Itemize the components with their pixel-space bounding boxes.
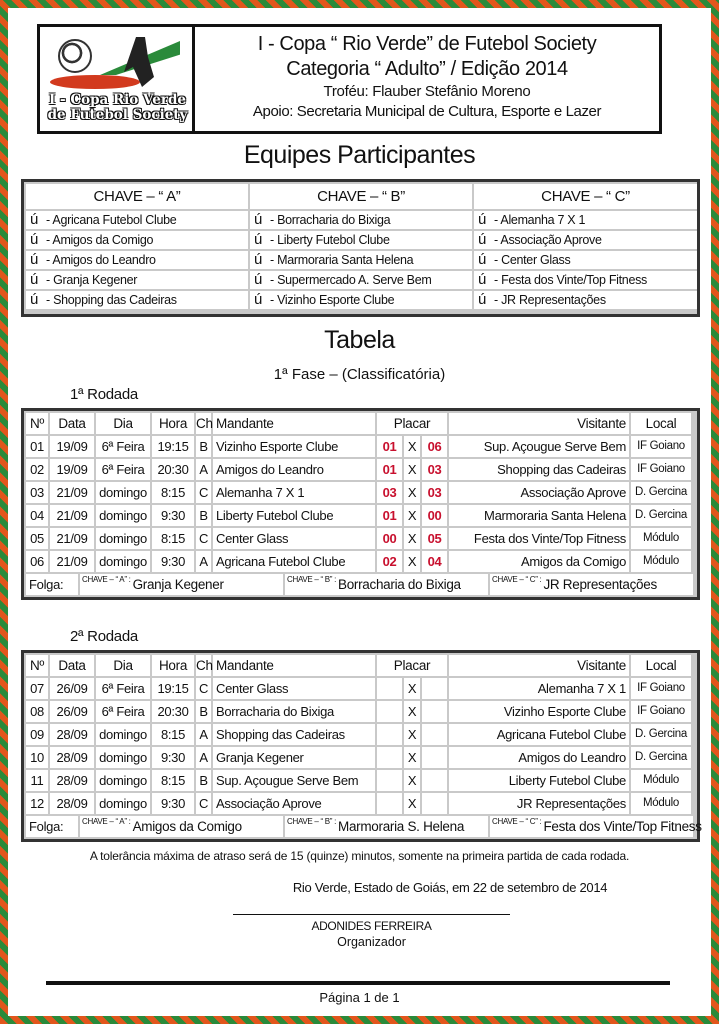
match-x: X <box>404 505 420 526</box>
team-name: Shopping das Cadeiras <box>53 293 177 307</box>
match-data: 28/09 <box>50 724 94 745</box>
team-item <box>250 211 472 229</box>
match-dia: domingo <box>96 793 150 814</box>
team-item <box>26 271 248 289</box>
bullet-icon: ú <box>30 211 39 228</box>
match-data: 19/09 <box>50 459 94 480</box>
match-no: 05 <box>26 528 48 549</box>
team-name: Borracharia do Bixiga <box>277 213 391 227</box>
match-data: 28/09 <box>50 770 94 791</box>
folga-cell <box>490 574 693 595</box>
match-row <box>26 678 695 699</box>
match-x: X <box>404 482 420 503</box>
match-dia: 6ª Feira <box>96 678 150 699</box>
match-data: 19/09 <box>50 436 94 457</box>
phase-subtitle: 1ª Fase – (Classificatória) <box>273 366 446 383</box>
match-ch: B <box>196 701 211 722</box>
folga-row <box>26 574 695 595</box>
signer-name: ADONIDES FERREIRA <box>311 919 432 933</box>
team-name: Amigos da Comigo <box>52 233 154 247</box>
match-hora: 9:30 <box>152 793 194 814</box>
round-1-table <box>21 408 700 600</box>
match-hora: 9:30 <box>152 551 194 572</box>
match-mandante: Associação Aprove <box>213 793 375 814</box>
group-header: CHAVE – “ C” <box>474 184 697 209</box>
match-no: 03 <box>26 482 48 503</box>
match-hora: 19:15 <box>152 436 194 457</box>
column-header-ch: Ch <box>196 413 211 434</box>
team-item <box>26 251 248 269</box>
group-column <box>474 184 697 309</box>
match-p2: 06 <box>422 436 447 457</box>
match-data: 21/09 <box>50 482 94 503</box>
team-dash: - <box>46 253 53 267</box>
match-p1: 01 <box>377 436 402 457</box>
match-mandante: Agricana Futebol Clube <box>213 551 375 572</box>
match-no: 04 <box>26 505 48 526</box>
team-item <box>26 291 248 309</box>
match-p1: 00 <box>377 528 402 549</box>
team-dash: - <box>46 293 54 307</box>
match-row <box>26 747 695 768</box>
match-mandante: Liberty Futebol Clube <box>213 505 375 526</box>
bullet-icon: ú <box>254 211 263 228</box>
team-item <box>474 271 697 289</box>
match-p1: 02 <box>377 551 402 572</box>
match-p2 <box>422 793 447 814</box>
document-header <box>37 24 662 134</box>
column-header-data: Data <box>50 655 94 676</box>
column-header-ch: Ch <box>196 655 211 676</box>
match-ch: B <box>196 505 211 526</box>
match-local: IF Goiano <box>631 678 691 699</box>
match-ch: B <box>196 770 211 791</box>
team-dash: - <box>270 293 278 307</box>
folga-cell <box>285 574 488 595</box>
match-dia: domingo <box>96 551 150 572</box>
column-header-visitante: Visitante <box>449 655 629 676</box>
match-data: 26/09 <box>50 701 94 722</box>
bullet-icon: ú <box>254 291 263 308</box>
match-row <box>26 724 695 745</box>
match-p2 <box>422 724 447 745</box>
team-item <box>474 231 697 249</box>
match-visitante: Liberty Futebol Clube <box>449 770 629 791</box>
match-dia: domingo <box>96 724 150 745</box>
match-p1 <box>377 793 402 814</box>
match-x: X <box>404 528 420 549</box>
match-p1: 01 <box>377 459 402 480</box>
match-visitante: Associação Aprove <box>449 482 629 503</box>
match-no: 11 <box>26 770 48 791</box>
match-x: X <box>404 678 420 699</box>
match-dia: domingo <box>96 747 150 768</box>
folga-team: Amigos da Comigo <box>132 819 242 834</box>
team-item <box>26 231 248 249</box>
match-data: 28/09 <box>50 793 94 814</box>
match-p2: 04 <box>422 551 447 572</box>
column-header-visitante: Visitante <box>449 413 629 434</box>
match-no: 07 <box>26 678 48 699</box>
match-visitante: Shopping das Cadeiras <box>449 459 629 480</box>
match-local: IF Goiano <box>631 436 691 457</box>
team-item <box>26 211 248 229</box>
team-item <box>250 291 472 309</box>
team-dash: - <box>270 213 278 227</box>
match-local: Módulo <box>631 528 691 549</box>
tournament-logo <box>40 27 195 131</box>
match-row <box>26 528 695 549</box>
folga-cell <box>490 816 702 837</box>
folga-cell <box>80 816 283 837</box>
match-p1: 01 <box>377 505 402 526</box>
bullet-icon: ú <box>478 231 487 248</box>
match-no: 09 <box>26 724 48 745</box>
teams-grid <box>26 184 695 309</box>
team-name: Marmoraria Santa Helena <box>277 253 414 267</box>
match-p1 <box>377 747 402 768</box>
column-header-placar: Placar <box>377 413 447 434</box>
match-ch: A <box>196 747 211 768</box>
match-local: Módulo <box>631 551 691 572</box>
logo-text <box>46 93 189 123</box>
match-p2: 00 <box>422 505 447 526</box>
team-dash: - <box>494 253 502 267</box>
column-header-hora: Hora <box>152 655 194 676</box>
match-data: 21/09 <box>50 551 94 572</box>
logo-text-line1: I - Copa Rio Verde <box>49 92 186 108</box>
column-header-data: Data <box>50 413 94 434</box>
match-p2 <box>422 701 447 722</box>
page-number: Página 1 de 1 <box>319 990 400 1005</box>
match-hora: 8:15 <box>152 482 194 503</box>
match-p1 <box>377 678 402 699</box>
group-column <box>26 184 248 309</box>
folga-group-key: CHAVE – “ B” : <box>287 817 336 826</box>
match-row <box>26 436 695 457</box>
teams-table <box>21 179 700 317</box>
match-ch: A <box>196 459 211 480</box>
match-no: 01 <box>26 436 48 457</box>
match-visitante: Sup. Açougue Serve Bem <box>449 436 629 457</box>
match-p2 <box>422 770 447 791</box>
group-header: CHAVE – “ A” <box>26 184 248 209</box>
match-ch: C <box>196 678 211 699</box>
match-local: D. Gercina <box>631 482 691 503</box>
match-local: D. Gercina <box>631 724 691 745</box>
match-p1 <box>377 701 402 722</box>
category-edition: Categoria “ Adulto” / Edição 2014 <box>286 58 568 80</box>
match-hora: 20:30 <box>152 459 194 480</box>
trophy-name: Troféu: Flauber Stefânio Moreno <box>323 83 531 100</box>
match-mandante: Sup. Açougue Serve Bem <box>213 770 375 791</box>
team-dash: - <box>494 213 501 227</box>
table-header-row <box>26 655 695 676</box>
team-name: Vizinho Esporte Clube <box>277 293 395 307</box>
bullet-icon: ú <box>30 271 39 288</box>
match-p2 <box>422 678 447 699</box>
column-header-local: Local <box>631 413 691 434</box>
team-name: Agricana Futebol Clube <box>52 213 177 227</box>
folga-team: Granja Kegener <box>132 577 224 592</box>
match-data: 28/09 <box>50 747 94 768</box>
header-text-block <box>195 27 659 131</box>
match-mandante: Center Glass <box>213 528 375 549</box>
match-p2: 03 <box>422 459 447 480</box>
tolerance-note: A tolerância máxima de atraso será de 15 (quinze) minutos, somente na primeira partida de cada rodada. <box>89 849 630 863</box>
match-row <box>26 505 695 526</box>
team-dash: - <box>270 253 278 267</box>
teams-section-title: Equipes Participantes <box>243 141 476 169</box>
team-name: Amigos do Leandro <box>52 253 156 267</box>
match-p1 <box>377 724 402 745</box>
match-x: X <box>404 459 420 480</box>
footer-rule <box>46 981 670 985</box>
match-dia: domingo <box>96 505 150 526</box>
column-header-hora: Hora <box>152 413 194 434</box>
bullet-icon: ú <box>478 251 487 268</box>
match-hora: 9:30 <box>152 505 194 526</box>
match-mandante: Shopping das Cadeiras <box>213 724 375 745</box>
match-mandante: Vizinho Esporte Clube <box>213 436 375 457</box>
match-local: D. Gercina <box>631 505 691 526</box>
folga-row <box>26 816 702 837</box>
match-hora: 8:15 <box>152 770 194 791</box>
bullet-icon: ú <box>478 271 487 288</box>
team-name: Supermercado A. Serve Bem <box>277 273 432 287</box>
match-hora: 9:30 <box>152 747 194 768</box>
column-header-no: Nº <box>26 655 48 676</box>
round-2-table <box>21 650 700 842</box>
column-header-no: Nº <box>26 413 48 434</box>
match-visitante: JR Representações <box>449 793 629 814</box>
logo-red-swoosh <box>50 75 140 89</box>
match-row <box>26 459 695 480</box>
match-local: IF Goiano <box>631 459 691 480</box>
folga-group-key: CHAVE – “ C” : <box>492 817 542 826</box>
tournament-title: I - Copa “ Rio Verde” de Futebol Society <box>257 33 597 55</box>
team-dash: - <box>494 233 501 247</box>
team-item <box>250 231 472 249</box>
match-p2 <box>422 747 447 768</box>
match-x: X <box>404 770 420 791</box>
match-hora: 8:15 <box>152 724 194 745</box>
match-dia: domingo <box>96 528 150 549</box>
match-x: X <box>404 436 420 457</box>
team-name: Granja Kegener <box>53 273 138 287</box>
place-and-date: Rio Verde, Estado de Goiás, em 22 de setembro de 2014 <box>292 880 608 895</box>
match-x: X <box>404 701 420 722</box>
match-data: 26/09 <box>50 678 94 699</box>
match-dia: domingo <box>96 482 150 503</box>
match-local: D. Gercina <box>631 747 691 768</box>
folga-group-key: CHAVE – “ A” : <box>82 817 131 826</box>
match-ch: C <box>196 793 211 814</box>
team-dash: - <box>494 293 502 307</box>
team-item <box>474 211 697 229</box>
round-1-title: 1ª Rodada <box>70 386 138 403</box>
column-header-placar: Placar <box>377 655 447 676</box>
team-dash: - <box>270 273 278 287</box>
match-data: 21/09 <box>50 505 94 526</box>
folga-team: JR Representações <box>543 577 657 592</box>
bullet-icon: ú <box>254 251 263 268</box>
match-local: Módulo <box>631 793 691 814</box>
team-dash: - <box>46 233 53 247</box>
folga-team: Borracharia do Bixiga <box>338 577 461 592</box>
team-name: Associação Aprove <box>500 233 602 247</box>
team-name: Liberty Futebol Clube <box>277 233 390 247</box>
match-p1 <box>377 770 402 791</box>
group-header: CHAVE – “ B” <box>250 184 472 209</box>
folga-cell <box>285 816 488 837</box>
match-hora: 19:15 <box>152 678 194 699</box>
match-dia: 6ª Feira <box>96 459 150 480</box>
group-column <box>250 184 472 309</box>
bullet-icon: ú <box>30 231 39 248</box>
match-x: X <box>404 793 420 814</box>
signer-role: Organizador <box>337 935 406 949</box>
column-header-dia: Dia <box>96 413 150 434</box>
folga-label: Folga: <box>26 816 78 837</box>
match-ch: C <box>196 528 211 549</box>
match-dia: domingo <box>96 770 150 791</box>
bullet-icon: ú <box>30 291 39 308</box>
match-no: 06 <box>26 551 48 572</box>
match-x: X <box>404 747 420 768</box>
match-ch: B <box>196 436 211 457</box>
match-visitante: Vizinho Esporte Clube <box>449 701 629 722</box>
match-local: IF Goiano <box>631 701 691 722</box>
team-dash: - <box>494 273 502 287</box>
folga-cell <box>80 574 283 595</box>
match-mandante: Granja Kegener <box>213 747 375 768</box>
match-ch: A <box>196 551 211 572</box>
match-dia: 6ª Feira <box>96 701 150 722</box>
match-visitante: Festa dos Vinte/Top Fitness <box>449 528 629 549</box>
match-no: 08 <box>26 701 48 722</box>
match-no: 12 <box>26 793 48 814</box>
team-item <box>474 291 697 309</box>
schedule-section-title: Tabela <box>324 326 395 354</box>
team-name: Alemanha 7 X 1 <box>500 213 586 227</box>
match-x: X <box>404 724 420 745</box>
match-data: 21/09 <box>50 528 94 549</box>
match-local: Módulo <box>631 770 691 791</box>
match-row <box>26 482 695 503</box>
match-no: 02 <box>26 459 48 480</box>
round-2-title: 2ª Rodada <box>70 628 138 645</box>
bullet-icon: ú <box>478 291 487 308</box>
match-visitante: Agricana Futebol Clube <box>449 724 629 745</box>
match-hora: 8:15 <box>152 528 194 549</box>
support-text: Apoio: Secretaria Municipal de Cultura, Esporte e Lazer <box>252 103 602 120</box>
folga-label: Folga: <box>26 574 78 595</box>
match-visitante: Amigos da Comigo <box>449 551 629 572</box>
column-header-local: Local <box>631 655 691 676</box>
match-p2: 05 <box>422 528 447 549</box>
match-mandante: Amigos do Leandro <box>213 459 375 480</box>
folga-team: Marmoraria S. Helena <box>338 819 465 834</box>
match-ch: A <box>196 724 211 745</box>
match-p2: 03 <box>422 482 447 503</box>
folga-group-key: CHAVE – “ A” : <box>82 575 131 584</box>
match-p1: 03 <box>377 482 402 503</box>
bullet-icon: ú <box>478 211 487 228</box>
team-dash: - <box>46 273 54 287</box>
match-mandante: Center Glass <box>213 678 375 699</box>
team-name: JR Representações <box>501 293 606 307</box>
team-name: Festa dos Vinte/Top Fitness <box>501 273 648 287</box>
match-mandante: Alemanha 7 X 1 <box>213 482 375 503</box>
match-ch: C <box>196 482 211 503</box>
soccer-ball-icon <box>58 39 92 73</box>
team-item <box>250 271 472 289</box>
match-visitante: Alemanha 7 X 1 <box>449 678 629 699</box>
logo-text-line2: de Futebol Society <box>47 107 188 123</box>
bullet-icon: ú <box>254 271 263 288</box>
match-no: 10 <box>26 747 48 768</box>
bullet-icon: ú <box>254 231 263 248</box>
team-item <box>474 251 697 269</box>
match-x: X <box>404 551 420 572</box>
team-item <box>250 251 472 269</box>
match-mandante: Borracharia do Bixiga <box>213 701 375 722</box>
signature-line <box>233 914 510 915</box>
table-header-row <box>26 413 695 434</box>
team-name: Center Glass <box>501 253 571 267</box>
bullet-icon: ú <box>30 251 39 268</box>
match-dia: 6ª Feira <box>96 436 150 457</box>
match-hora: 20:30 <box>152 701 194 722</box>
match-visitante: Marmoraria Santa Helena <box>449 505 629 526</box>
team-dash: - <box>46 213 53 227</box>
match-row <box>26 551 695 572</box>
team-dash: - <box>270 233 278 247</box>
column-header-dia: Dia <box>96 655 150 676</box>
match-row <box>26 770 695 791</box>
match-row <box>26 793 695 814</box>
column-header-mandante: Mandante <box>213 655 375 676</box>
folga-team: Festa dos Vinte/Top Fitness <box>543 819 702 834</box>
match-row <box>26 701 695 722</box>
column-header-mandante: Mandante <box>213 413 375 434</box>
folga-group-key: CHAVE – “ C” : <box>492 575 542 584</box>
match-visitante: Amigos do Leandro <box>449 747 629 768</box>
folga-group-key: CHAVE – “ B” : <box>287 575 336 584</box>
